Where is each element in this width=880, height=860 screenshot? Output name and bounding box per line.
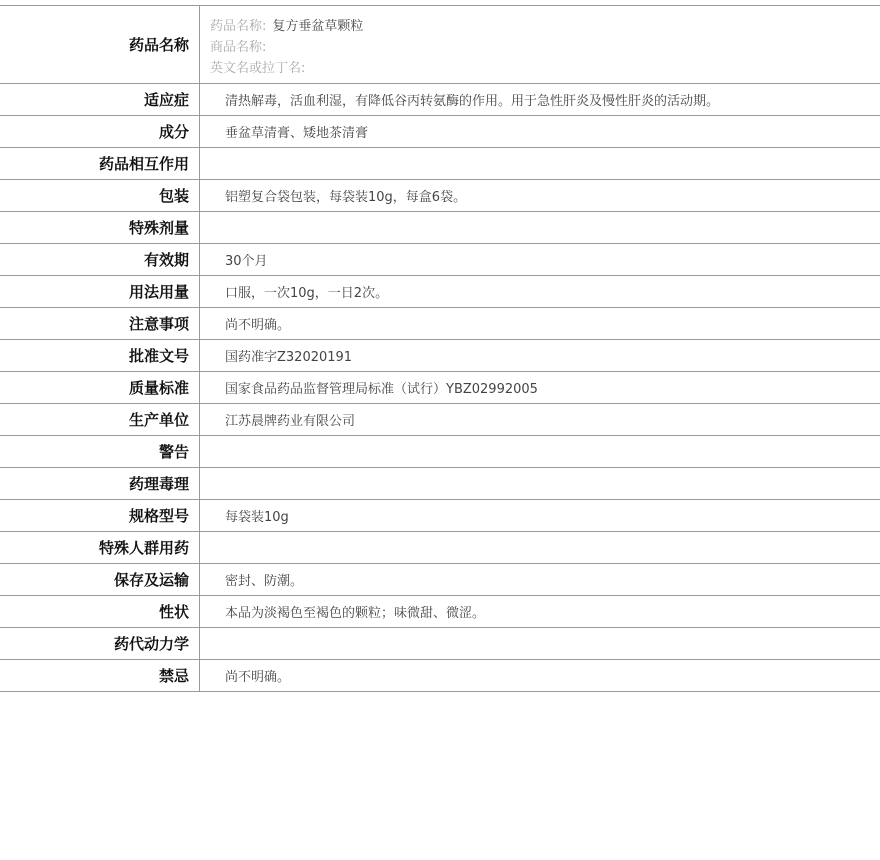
- indications-value: 清热解毒，活血利湿，有降低谷丙转氨酶的作用。用于急性肝炎及慢性肝炎的活动期。: [225, 94, 720, 109]
- generic-name-value: 复方垂盆草颗粒: [272, 19, 364, 34]
- generic-name-line: [210, 16, 880, 37]
- manufacturer-value: 江苏晨牌药业有限公司: [225, 414, 356, 429]
- shelf-life-row: [0, 244, 880, 276]
- special-dosage-value: [200, 212, 880, 243]
- precautions-row: [0, 308, 880, 340]
- pharmacology-label: 药理毒理: [0, 468, 200, 499]
- special-populations-row: [0, 532, 880, 564]
- special-dosage-row: [0, 212, 880, 244]
- storage-transport-row: [0, 564, 880, 596]
- usage-dosage-value: 口服，一次10g，一日2次。: [225, 286, 389, 301]
- drug-name-row: [0, 6, 880, 84]
- quality-standard-row: [0, 372, 880, 404]
- special-populations-value: [200, 532, 880, 563]
- approval-number-label: 批准文号: [0, 340, 200, 371]
- drug-name-details: [200, 6, 880, 83]
- special-populations-label: 特殊人群用药: [0, 532, 200, 563]
- approval-number-value: 国药准字Z32020191: [225, 350, 353, 365]
- shelf-life-label: 有效期: [0, 244, 200, 275]
- drug-name-label: 药品名称: [0, 6, 200, 83]
- warning-row: [0, 436, 880, 468]
- drug-info-table: [0, 5, 880, 692]
- pharmacokinetics-row: [0, 628, 880, 660]
- ingredients-value: 垂盆草清膏、矮地茶清膏: [225, 126, 369, 141]
- description-label: 性状: [0, 596, 200, 627]
- special-dosage-label: 特殊剂量: [0, 212, 200, 243]
- packaging-label: 包装: [0, 180, 200, 211]
- storage-transport-label: 保存及运输: [0, 564, 200, 595]
- interactions-label: 药品相互作用: [0, 148, 200, 179]
- contraindications-value: 尚不明确。: [225, 670, 291, 685]
- description-row: [0, 596, 880, 628]
- ingredients-row: [0, 116, 880, 148]
- specification-value: 每袋装10g: [225, 510, 289, 525]
- trade-name-line: [210, 37, 880, 58]
- quality-standard-value: 国家食品药品监督管理局标准（试行）YBZ02992005: [225, 382, 538, 397]
- generic-name-key: 药品名称:: [210, 19, 267, 34]
- packaging-value: 铝塑复合袋包装，每袋装10g，每盒6袋。: [225, 190, 467, 205]
- usage-dosage-row: [0, 276, 880, 308]
- indications-row: [0, 84, 880, 116]
- contraindications-label: 禁忌: [0, 660, 200, 691]
- trade-name-key: 商品名称:: [210, 40, 267, 55]
- packaging-row: [0, 180, 880, 212]
- pharmacology-value: [200, 468, 880, 499]
- english-name-line: [210, 58, 880, 79]
- manufacturer-label: 生产单位: [0, 404, 200, 435]
- description-value: 本品为淡褐色至褐色的颗粒；味微甜、微涩。: [225, 606, 486, 621]
- storage-transport-value: 密封、防潮。: [225, 574, 304, 589]
- interactions-row: [0, 148, 880, 180]
- shelf-life-value: 30个月: [225, 254, 268, 269]
- interactions-value: [200, 148, 880, 179]
- usage-dosage-label: 用法用量: [0, 276, 200, 307]
- indications-label: 适应症: [0, 84, 200, 115]
- manufacturer-row: [0, 404, 880, 436]
- quality-standard-label: 质量标准: [0, 372, 200, 403]
- english-name-key: 英文名或拉丁名:: [210, 61, 306, 76]
- precautions-value: 尚不明确。: [225, 318, 291, 333]
- contraindications-row: [0, 660, 880, 692]
- ingredients-label: 成分: [0, 116, 200, 147]
- approval-number-row: [0, 340, 880, 372]
- precautions-label: 注意事项: [0, 308, 200, 339]
- specification-row: [0, 500, 880, 532]
- warning-label: 警告: [0, 436, 200, 467]
- pharmacokinetics-value: [200, 628, 880, 659]
- pharmacokinetics-label: 药代动力学: [0, 628, 200, 659]
- pharmacology-row: [0, 468, 880, 500]
- warning-value: [200, 436, 880, 467]
- specification-label: 规格型号: [0, 500, 200, 531]
